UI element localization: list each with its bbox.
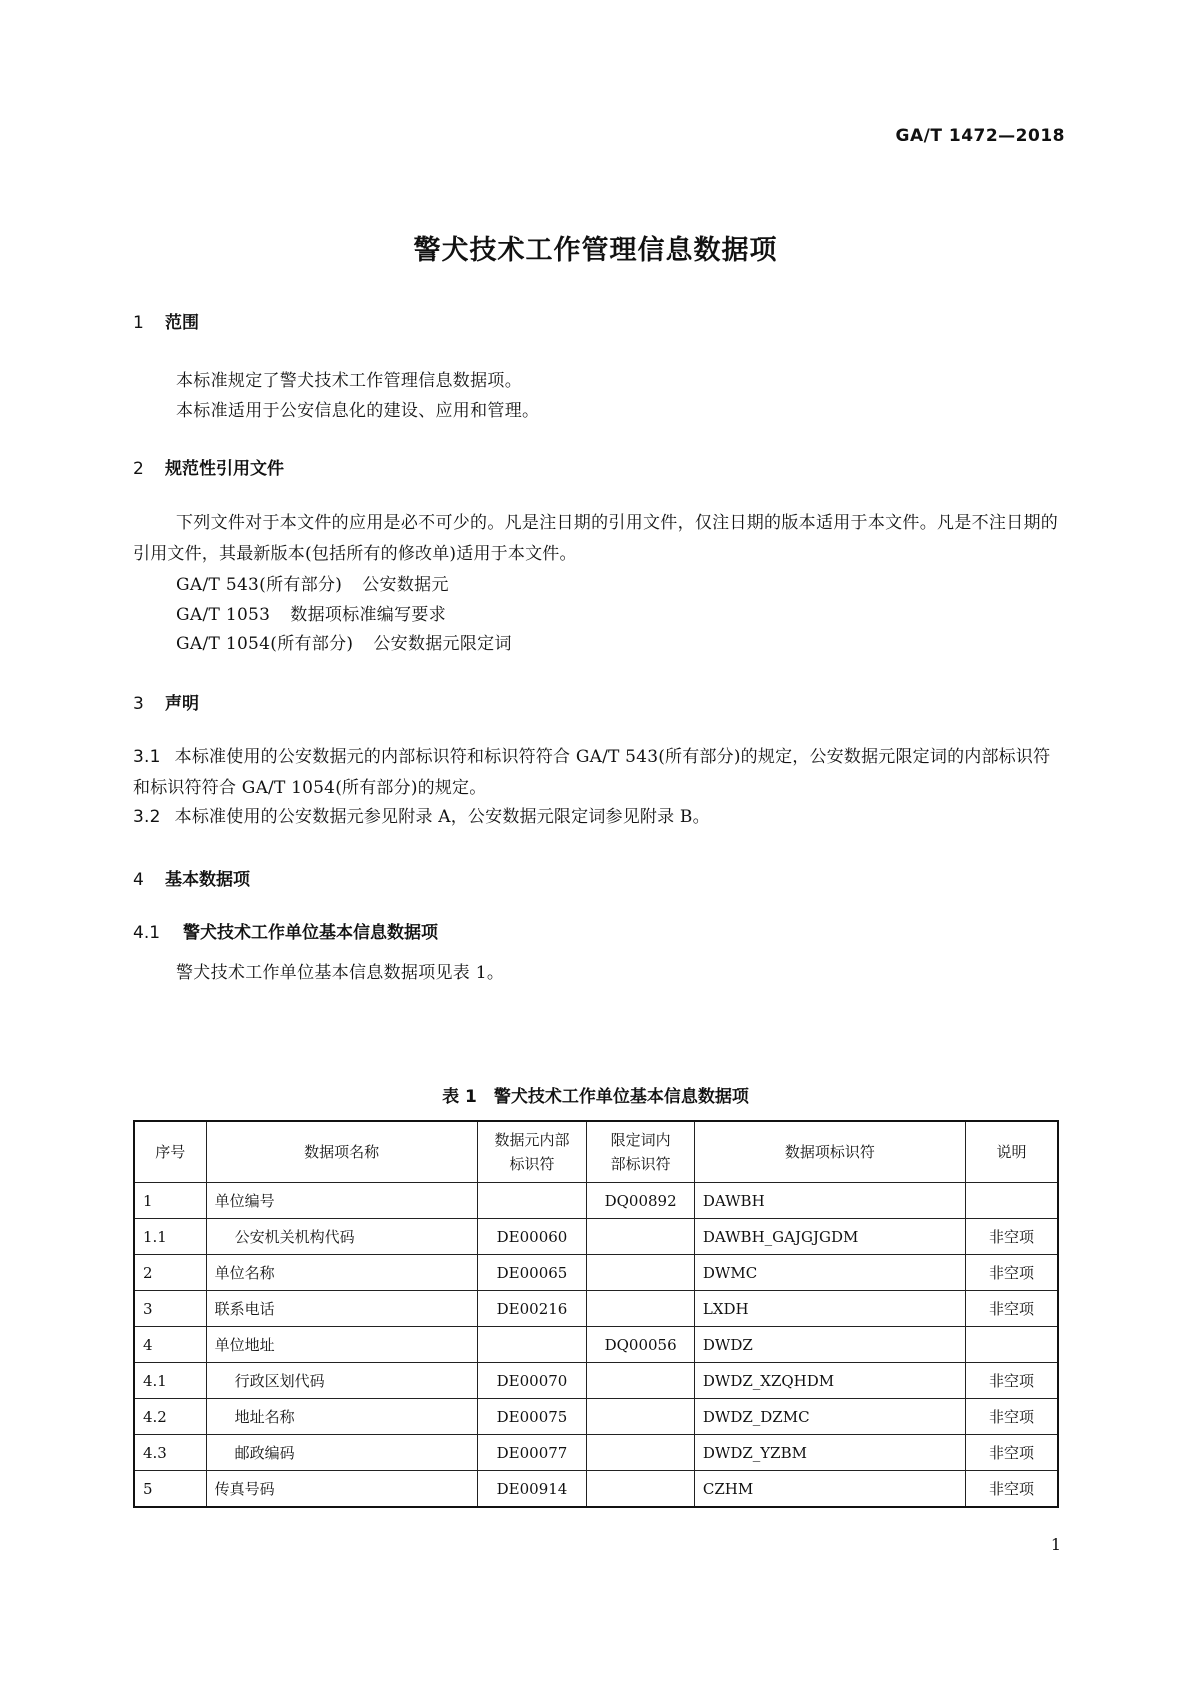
document-title: 警犬技术工作管理信息数据项 <box>413 235 778 266</box>
cell-name: 行政区划代码 <box>206 1363 477 1399</box>
table-row <box>134 1327 1058 1363</box>
cell-identifier: DWDZ_DZMC <box>694 1399 965 1435</box>
reference-name: 公安数据元限定词 <box>373 634 512 654</box>
section-title: 范围 <box>165 313 199 333</box>
table-row <box>134 1219 1058 1255</box>
subsection-title: 警犬技术工作单位基本信息数据项 <box>183 923 438 943</box>
cell-note: 非空项 <box>965 1363 1058 1399</box>
cell-note: 非空项 <box>965 1471 1058 1508</box>
section-4-heading <box>133 865 250 890</box>
section-number: 4 <box>133 870 144 890</box>
cell-identifier: DAWBH_GAJGJGDM <box>694 1219 965 1255</box>
table-caption: 表 1 警犬技术工作单位基本信息数据项 <box>442 1087 749 1107</box>
cell-de: DE00216 <box>477 1291 587 1327</box>
clause-number: 3.1 <box>133 747 161 767</box>
cell-de: DE00914 <box>477 1471 587 1508</box>
cell-seq: 2 <box>134 1255 206 1291</box>
subsection-number: 4.1 <box>133 923 161 943</box>
cell-identifier: CZHM <box>694 1471 965 1508</box>
cell-dq <box>587 1255 695 1291</box>
cell-name: 联系电话 <box>206 1291 477 1327</box>
standard-number: GA/T 1472—2018 <box>895 126 1065 146</box>
cell-dq <box>587 1291 695 1327</box>
cell-seq: 4.1 <box>134 1363 206 1399</box>
cell-dq: DQ00056 <box>587 1327 695 1363</box>
cell-dq <box>587 1363 695 1399</box>
cell-dq <box>587 1219 695 1255</box>
cell-de: DE00070 <box>477 1363 587 1399</box>
table-row <box>134 1435 1058 1471</box>
clause-text: 本标准使用的公安数据元的内部标识符和标识符符合 GA/T 543(所有部分)的规定，公安数据元限定词的内部标识符和标识符符合 GA/T 1054(所有部分)的规定。 <box>133 747 1051 798</box>
section-3-heading <box>133 689 199 714</box>
cell-de <box>477 1327 587 1363</box>
cell-seq: 1.1 <box>134 1219 206 1255</box>
header-name: 数据项名称 <box>206 1121 477 1183</box>
table-header-row <box>134 1121 1058 1183</box>
header-de-internal-id: 数据元内部 标识符 <box>477 1121 587 1183</box>
cell-de <box>477 1183 587 1219</box>
reference-item <box>176 629 512 654</box>
section-2-intro: 下列文件对于本文件的应用是必不可少的。凡是注日期的引用文件，仅注日期的版本适用于本文件。凡是不注日期的引用文件，其最新版本(包括所有的修改单)适用于本文件。 <box>133 513 1058 564</box>
clause-number: 3.2 <box>133 807 161 827</box>
cell-seq: 5 <box>134 1471 206 1508</box>
section-number: 1 <box>133 313 144 333</box>
section-2-heading <box>133 454 284 479</box>
cell-name: 单位地址 <box>206 1327 477 1363</box>
clause-3-1 <box>133 742 1058 804</box>
cell-identifier: LXDH <box>694 1291 965 1327</box>
subsection-4-1-text: 警犬技术工作单位基本信息数据项见表 1。 <box>176 963 505 983</box>
table-row <box>134 1471 1058 1508</box>
cell-dq <box>587 1399 695 1435</box>
page-number: 1 <box>1050 1535 1061 1554</box>
cell-note: 非空项 <box>965 1435 1058 1471</box>
header-dq-internal-id: 限定词内 部标识符 <box>587 1121 695 1183</box>
clause-3-2 <box>133 802 1058 833</box>
table-row <box>134 1399 1058 1435</box>
table-row <box>134 1363 1058 1399</box>
cell-name: 传真号码 <box>206 1471 477 1508</box>
reference-code: GA/T 543(所有部分) <box>176 575 343 595</box>
cell-de: DE00065 <box>477 1255 587 1291</box>
section-title: 基本数据项 <box>165 870 250 890</box>
cell-name: 单位名称 <box>206 1255 477 1291</box>
cell-note <box>965 1327 1058 1363</box>
reference-item <box>176 570 449 595</box>
cell-seq: 3 <box>134 1291 206 1327</box>
cell-identifier: DWDZ_YZBM <box>694 1435 965 1471</box>
cell-dq <box>587 1435 695 1471</box>
cell-name: 邮政编码 <box>206 1435 477 1471</box>
cell-dq: DQ00892 <box>587 1183 695 1219</box>
section-title: 声明 <box>165 694 199 714</box>
cell-seq: 4.3 <box>134 1435 206 1471</box>
cell-de: DE00075 <box>477 1399 587 1435</box>
cell-note: 非空项 <box>965 1219 1058 1255</box>
cell-identifier: DWDZ_XZQHDM <box>694 1363 965 1399</box>
section-number: 2 <box>133 459 144 479</box>
cell-seq: 1 <box>134 1183 206 1219</box>
cell-name: 公安机关机构代码 <box>206 1219 477 1255</box>
cell-note: 非空项 <box>965 1291 1058 1327</box>
cell-note: 非空项 <box>965 1255 1058 1291</box>
reference-name: 数据项标准编写要求 <box>290 605 446 625</box>
table-row <box>134 1255 1058 1291</box>
cell-identifier: DWDZ <box>694 1327 965 1363</box>
table-row <box>134 1183 1058 1219</box>
cell-seq: 4 <box>134 1327 206 1363</box>
data-items-table <box>133 1120 1059 1508</box>
cell-note: 非空项 <box>965 1399 1058 1435</box>
cell-de: DE00077 <box>477 1435 587 1471</box>
subsection-4-1-heading <box>133 918 438 943</box>
clause-text: 本标准使用的公安数据元参见附录 A，公安数据元限定词参见附录 B。 <box>174 807 710 827</box>
header-note: 说明 <box>965 1121 1058 1183</box>
cell-name: 地址名称 <box>206 1399 477 1435</box>
cell-identifier: DAWBH <box>694 1183 965 1219</box>
reference-item <box>176 600 446 625</box>
cell-identifier: DWMC <box>694 1255 965 1291</box>
section-1-paragraph-1: 本标准规定了警犬技术工作管理信息数据项。 <box>176 371 522 391</box>
reference-name: 公安数据元 <box>362 575 449 595</box>
cell-de: DE00060 <box>477 1219 587 1255</box>
reference-code: GA/T 1054(所有部分) <box>176 634 354 654</box>
cell-name: 单位编号 <box>206 1183 477 1219</box>
cell-note <box>965 1183 1058 1219</box>
section-1-paragraph-2: 本标准适用于公安信息化的建设、应用和管理。 <box>176 401 540 421</box>
reference-code: GA/T 1053 <box>176 605 271 625</box>
cell-dq <box>587 1471 695 1508</box>
section-number: 3 <box>133 694 144 714</box>
header-seq: 序号 <box>134 1121 206 1183</box>
header-identifier: 数据项标识符 <box>694 1121 965 1183</box>
section-1-heading <box>133 308 199 333</box>
cell-seq: 4.2 <box>134 1399 206 1435</box>
section-title: 规范性引用文件 <box>165 459 284 479</box>
table-row <box>134 1291 1058 1327</box>
